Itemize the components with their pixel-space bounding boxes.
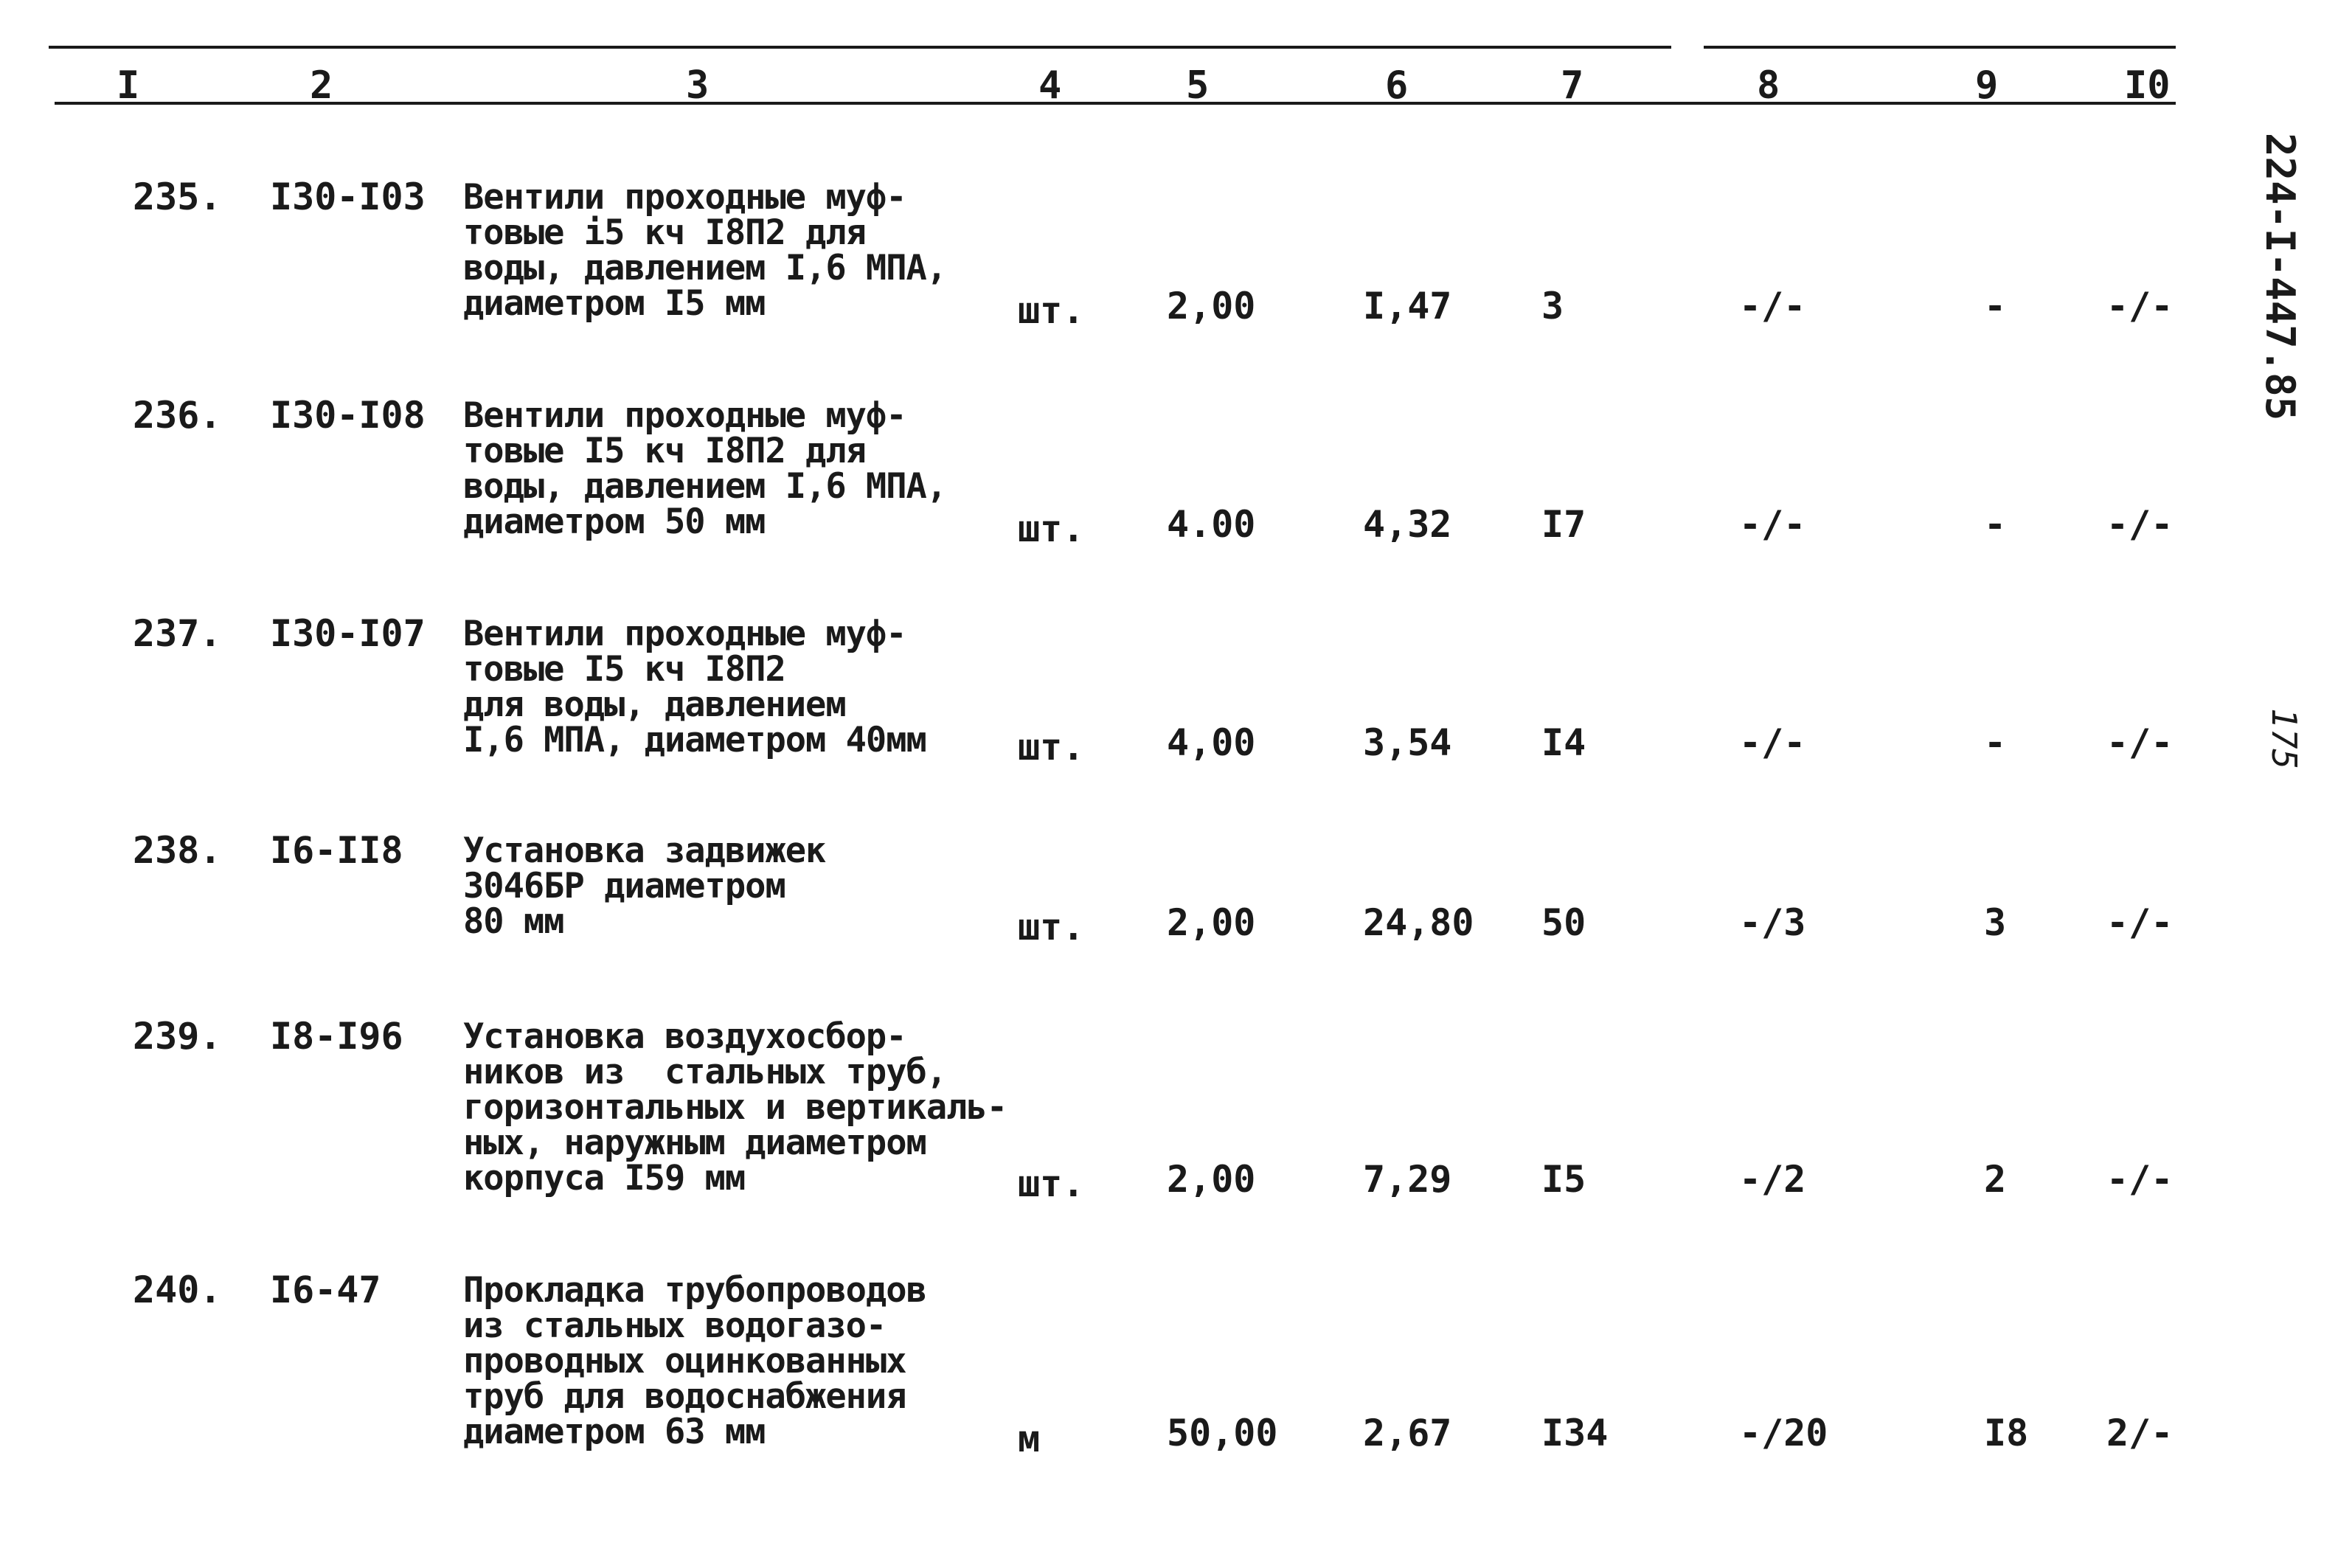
work-description: Вентили проходные муф- товые I5 кч I8П2 для воды, давлением I,6 МПА, диаметром 40мм: [463, 614, 926, 760]
column-header: 8: [1757, 63, 1780, 108]
col10-value: -/-: [2106, 901, 2174, 944]
row-number: 235.: [133, 176, 222, 218]
column-header: 7: [1561, 63, 1584, 108]
col10-value: -/-: [2106, 285, 2174, 327]
total-cost: 50: [1541, 901, 1586, 944]
norm-code: I30-I08: [270, 394, 426, 437]
total-cost: I34: [1541, 1412, 1609, 1454]
unit-cost: 2,67: [1363, 1412, 1452, 1454]
col8-value: -/20: [1739, 1412, 1828, 1454]
unit-cost: 7,29: [1363, 1158, 1452, 1201]
unit: шт.: [1018, 726, 1085, 769]
unit: шт.: [1018, 289, 1085, 332]
col8-value: -/-: [1739, 721, 1806, 764]
col9-value: -: [1984, 285, 2007, 327]
col10-value: 2/-: [2106, 1412, 2174, 1454]
col9-value: -: [1984, 721, 2007, 764]
column-header: 6: [1385, 63, 1409, 108]
col8-value: -/3: [1739, 901, 1806, 944]
quantity: 4.00: [1167, 503, 1256, 546]
column-header: 5: [1186, 63, 1210, 108]
row-number: 238.: [133, 829, 222, 872]
row-number: 240.: [133, 1269, 222, 1311]
quantity: 2,00: [1167, 1158, 1256, 1201]
unit: шт.: [1018, 906, 1085, 948]
col8-value: -/-: [1739, 503, 1806, 546]
row-number: 237.: [133, 612, 222, 655]
top-rule-left: [49, 46, 1671, 49]
quantity: 4,00: [1167, 721, 1256, 764]
col8-value: -/2: [1739, 1158, 1806, 1201]
column-header: 4: [1038, 63, 1062, 108]
total-cost: I7: [1541, 503, 1586, 546]
work-description: Установка задвижек 3046БР диаметром 80 мм: [463, 830, 826, 942]
col10-value: -/-: [2106, 721, 2174, 764]
work-description: Прокладка трубопроводов из стальных водогазо- проводных оцинкованных труб для водоснабжения диаметром 63 мм: [463, 1270, 926, 1452]
column-header: 9: [1975, 63, 1999, 108]
unit: шт.: [1018, 507, 1085, 550]
quantity: 2,00: [1167, 901, 1256, 944]
col10-value: -/-: [2106, 1158, 2174, 1201]
col8-value: -/-: [1739, 285, 1806, 327]
unit: м: [1018, 1418, 1041, 1460]
col9-value: 2: [1984, 1158, 2007, 1201]
total-cost: I4: [1541, 721, 1586, 764]
header-rule: [55, 102, 2176, 105]
norm-code: I8-I96: [270, 1015, 403, 1058]
unit: шт.: [1018, 1162, 1085, 1205]
column-header: I0: [2124, 63, 2171, 108]
unit-cost: I,47: [1363, 285, 1452, 327]
document-code: 224-I-447.85: [2257, 133, 2303, 421]
norm-code: I30-I07: [270, 612, 426, 655]
unit-cost: 4,32: [1363, 503, 1452, 546]
unit-cost: 24,80: [1363, 901, 1474, 944]
col9-value: -: [1984, 503, 2007, 546]
work-description: Установка воздухосбор- ников из стальных труб, горизонтальных и вертикаль- ных, наружным диаметром корпуса I59 мм: [463, 1016, 1007, 1198]
column-header: I: [117, 63, 140, 108]
norm-code: I6-47: [270, 1269, 381, 1311]
work-description: Вентили проходные муф- товые i5 кч I8П2 для воды, давлением I,6 МПА, диаметром I5 мм: [463, 177, 947, 324]
norm-code: I30-I03: [270, 176, 426, 218]
norm-code: I6-II8: [270, 829, 403, 872]
total-cost: 3: [1541, 285, 1564, 327]
total-cost: I5: [1541, 1158, 1586, 1201]
quantity: 2,00: [1167, 285, 1256, 327]
col10-value: -/-: [2106, 503, 2174, 546]
row-number: 236.: [133, 394, 222, 437]
quantity: 50,00: [1167, 1412, 1278, 1454]
page-number: 175: [2264, 708, 2304, 770]
work-description: Вентили проходные муф- товые I5 кч I8П2 для воды, давлением I,6 МПА, диаметром 50 мм: [463, 395, 947, 542]
top-rule-right: [1704, 46, 2176, 49]
column-header: 2: [310, 63, 333, 108]
unit-cost: 3,54: [1363, 721, 1452, 764]
col9-value: I8: [1984, 1412, 2029, 1454]
row-number: 239.: [133, 1015, 222, 1058]
column-header: 3: [686, 63, 710, 108]
col9-value: 3: [1984, 901, 2007, 944]
